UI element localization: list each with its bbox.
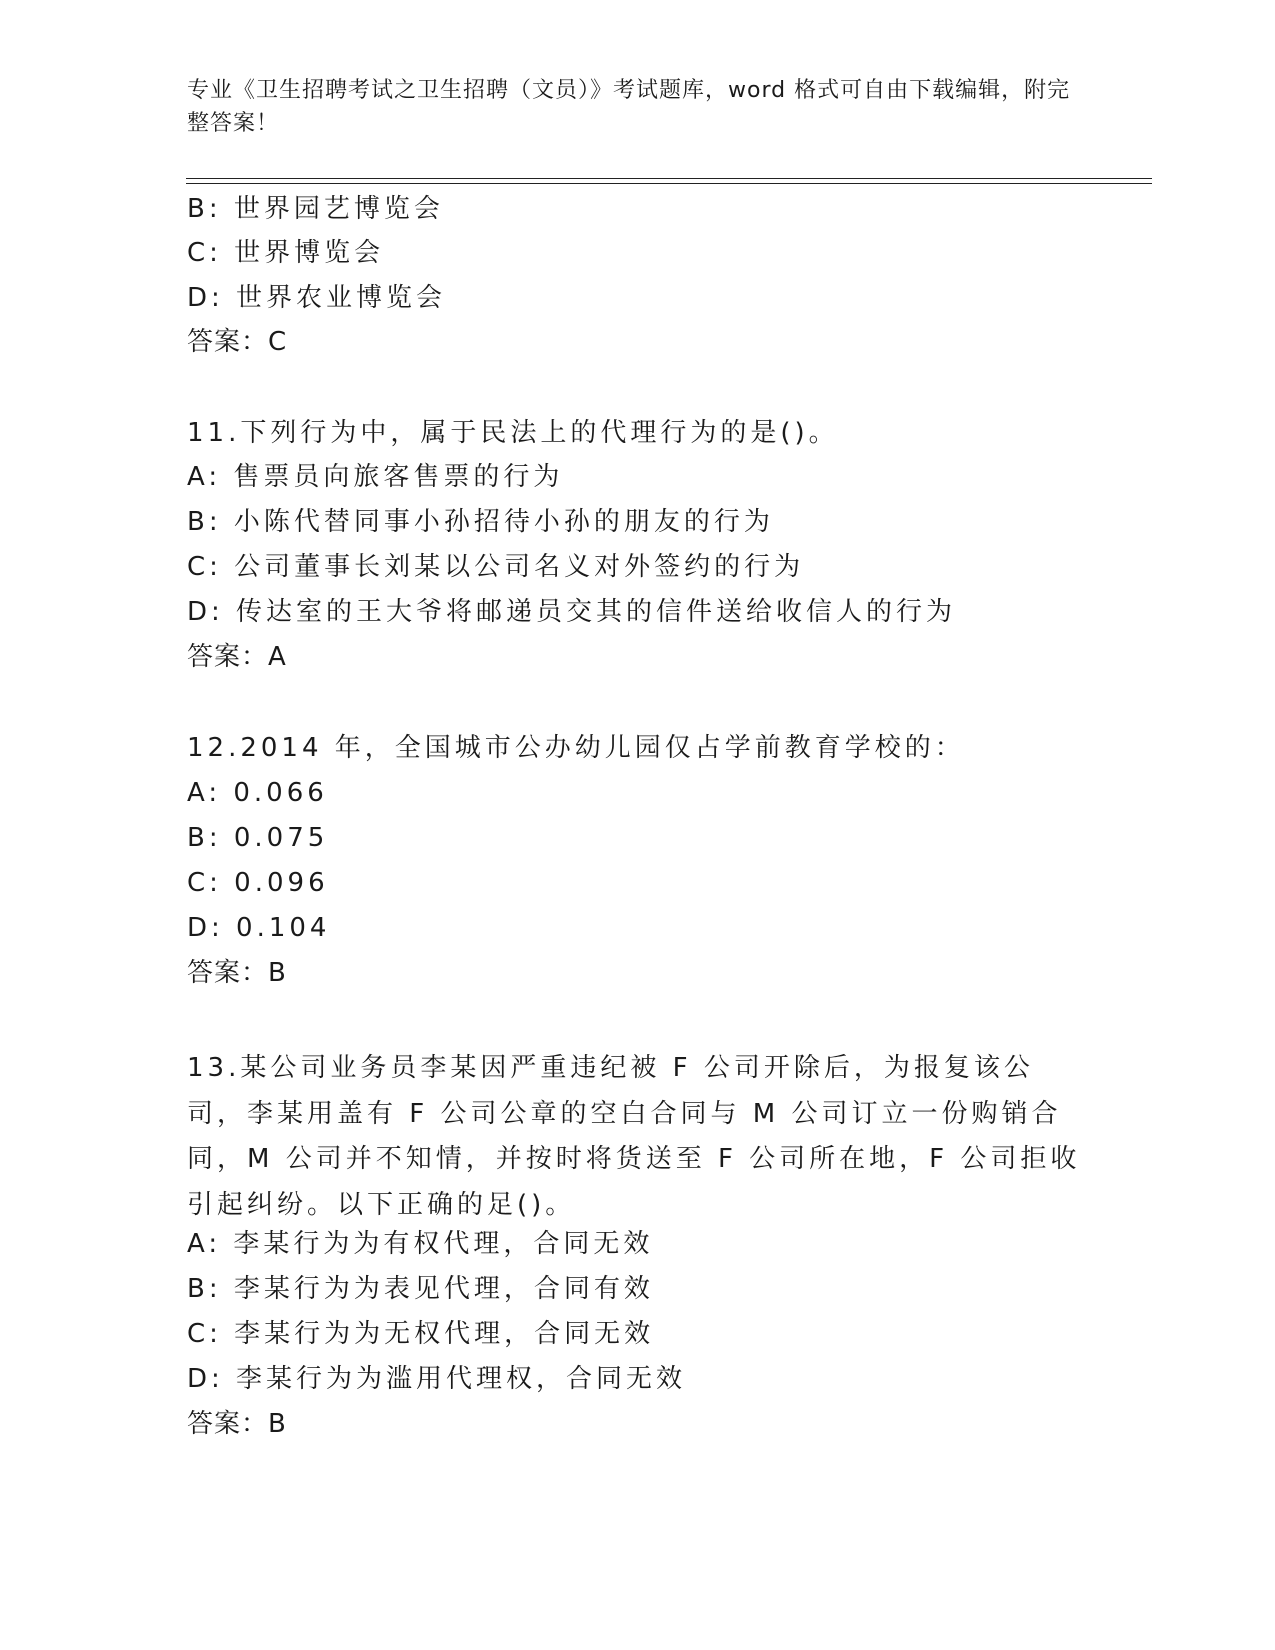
q13-question: 13.某公司业务员李某因严重违纪被 F 公司开除后，为报复该公司，李某用盖有 F 公司公章的空白合同与 M 公司订立一份购销合同，M 公司并不知情，并按时将货送至 F 公司所在地，F 公司拒收引起纠纷。以下正确的足()。 bbox=[187, 1053, 1081, 1220]
q12-option-b: B: 0.075 bbox=[187, 823, 329, 853]
q13-option-b: B: 李某行为为表见代理，合同有效 bbox=[187, 1274, 654, 1304]
q12-option-a: A: 0.066 bbox=[187, 778, 328, 808]
q11-question: 11.下列行为中，属于民法上的代理行为的是()。 bbox=[187, 418, 839, 448]
q13-answer: 答案：B bbox=[187, 1409, 287, 1439]
q10-option-b: B: 世界园艺博览会 bbox=[187, 194, 444, 224]
q10-answer: 答案：C bbox=[187, 327, 288, 357]
q12-option-c: C: 0.096 bbox=[187, 868, 329, 898]
q11-option-b: B: 小陈代替同事小孙招待小孙的朋友的行为 bbox=[187, 507, 774, 537]
q11-option-a: A: 售票员向旅客售票的行为 bbox=[187, 462, 564, 492]
q10-option-d: D: 世界农业博览会 bbox=[187, 283, 447, 313]
q11-answer: 答案：A bbox=[187, 642, 287, 672]
q12-answer: 答案：B bbox=[187, 958, 287, 988]
header-divider-secondary bbox=[186, 183, 1152, 184]
q10-option-c: C: 世界博览会 bbox=[187, 238, 385, 268]
q12-question: 12.2014 年，全国城市公办幼儿园仅占学前教育学校的： bbox=[187, 733, 965, 763]
q11-option-d: D: 传达室的王大爷将邮递员交其的信件送给收信人的行为 bbox=[187, 597, 957, 627]
header-divider bbox=[186, 178, 1152, 179]
q13-option-c: C: 李某行为为无权代理，合同无效 bbox=[187, 1319, 655, 1349]
q12-option-d: D: 0.104 bbox=[187, 913, 331, 943]
q13-option-d: D: 李某行为为滥用代理权，合同无效 bbox=[187, 1364, 687, 1394]
q13-option-a: A: 李某行为为有权代理，合同无效 bbox=[187, 1229, 654, 1259]
document-header: 专业《卫生招聘考试之卫生招聘（文员）》考试题库，word 格式可自由下载编辑，附完整答案！ bbox=[187, 78, 1071, 136]
q11-option-c: C: 公司董事长刘某以公司名义对外签约的行为 bbox=[187, 552, 805, 582]
